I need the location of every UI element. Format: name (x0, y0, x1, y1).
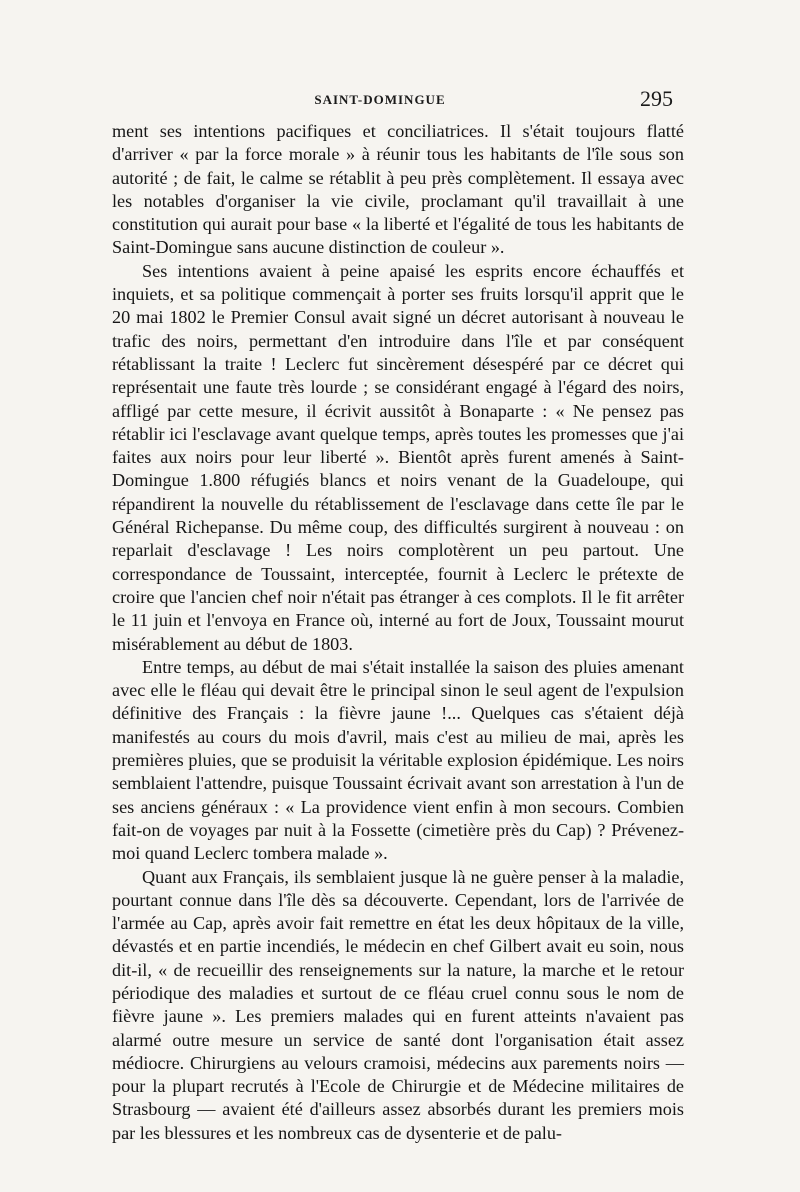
paragraph-3: Entre temps, au début de mai s'était installée la saison des pluies amenant avec elle le fléau qui devait être le principal sinon le seul agent de l'expulsion définitive des Français : la fièvre jaune !... Quelques cas s'étaient déjà manifestés au cours du mois d'avril, mais c'est au milieu de mai, après les premières pluies, que se produisit la véritable explosion épidémique. Les noirs semblaient l'attendre, puisque Toussaint écrivait avant son arrestation à l'un de ses anciens généraux : « La providence vient enfin à mon secours. Combien fait-on de voyages par nuit à la Fossette (cimetière près du Cap) ? Prévenez-moi quand Leclerc tombera malade ». (112, 656, 684, 864)
paragraph-1: ment ses intentions pacifiques et conciliatrices. Il s'était toujours flatté d'arriver « par la force morale » à réunir tous les habitants de l'île sous son autorité ; de fait, le calme se rétablit à peu près complètement. Il essaya avec les notables d'organiser la vie civile, proclamant qu'il travaillait à une constitution qui aurait pour base « la liberté et l'égalité de tous les habitants de Saint-Domingue sans aucune distinction de couleur ». (112, 121, 684, 258)
body-text (112, 120, 684, 1145)
paragraph-2: Ses intentions avaient à peine apaisé les esprits encore échauffés et inquiets, et sa politique commençait à porter ses fruits lorsqu'il apprit que le 20 mai 1802 le Premier Consul avait signé un décret autorisant à nouveau le trafic des noirs, permettant d'en introduire dans l'île et par conséquent rétablissant la traite ! Leclerc fut sincèrement désespéré par ce décret qui représentait une faute très lourde ; se considérant engagé à l'égard des noirs, affligé par cette mesure, il écrivit aussitôt à Bonaparte : « Ne pensez pas rétablir ici l'esclavage avant quelque temps, après toutes les promesses que j'ai faites aux noirs pour leur liberté ». Bientôt après furent amenés à Saint-Domingue 1.800 réfugiés blancs et noirs venant de la Guadeloupe, qui répandirent la nouvelle du rétablissement de l'esclavage dans cette île par le Général Richepanse. Du même coup, des difficultés surgirent à nouveau : on reparlait d'esclavage ! Les noirs complotèrent un peu partout. Une correspondance de Toussaint, interceptée, fournit à Leclerc le prétexte de croire que l'ancien chef noir n'était pas étranger à ces complots. Il le fit arrêter le 11 juin et l'envoya en France où, interné au fort de Joux, Toussaint mourut misérablement au début de 1803. (112, 260, 684, 654)
paragraph-4: Quant aux Français, ils semblaient jusque là ne guère penser à la maladie, pourtant connue dans l'île dès sa découverte. Cependant, lors de l'arrivée de l'armée au Cap, après avoir fait remettre en état les deux hôpitaux de la ville, dévastés et en partie incendiés, le médecin en chef Gilbert avait eu soin, nous dit-il, « de recueillir des renseignements sur la nature, la marche et le retour périodique des maladies et surtout de ce fléau cruel connu sous le nom de fièvre jaune ». Les premiers malades qui en furent atteints n'avaient pas alarmé outre mesure un service de santé dont l'organisation était assez médiocre. Chirurgiens au velours cramoisi, médecins aux parements noirs — pour la plupart recrutés à l'Ecole de Chirurgie et de Médecine militaires de Strasbourg — avaient été d'ailleurs assez absorbés durant les premiers mois par les blessures et les nombreux cas de dysenterie et de palu- (112, 866, 684, 1143)
running-title: SAINT-DOMINGUE (314, 92, 446, 107)
page-number: 295 (640, 86, 673, 111)
